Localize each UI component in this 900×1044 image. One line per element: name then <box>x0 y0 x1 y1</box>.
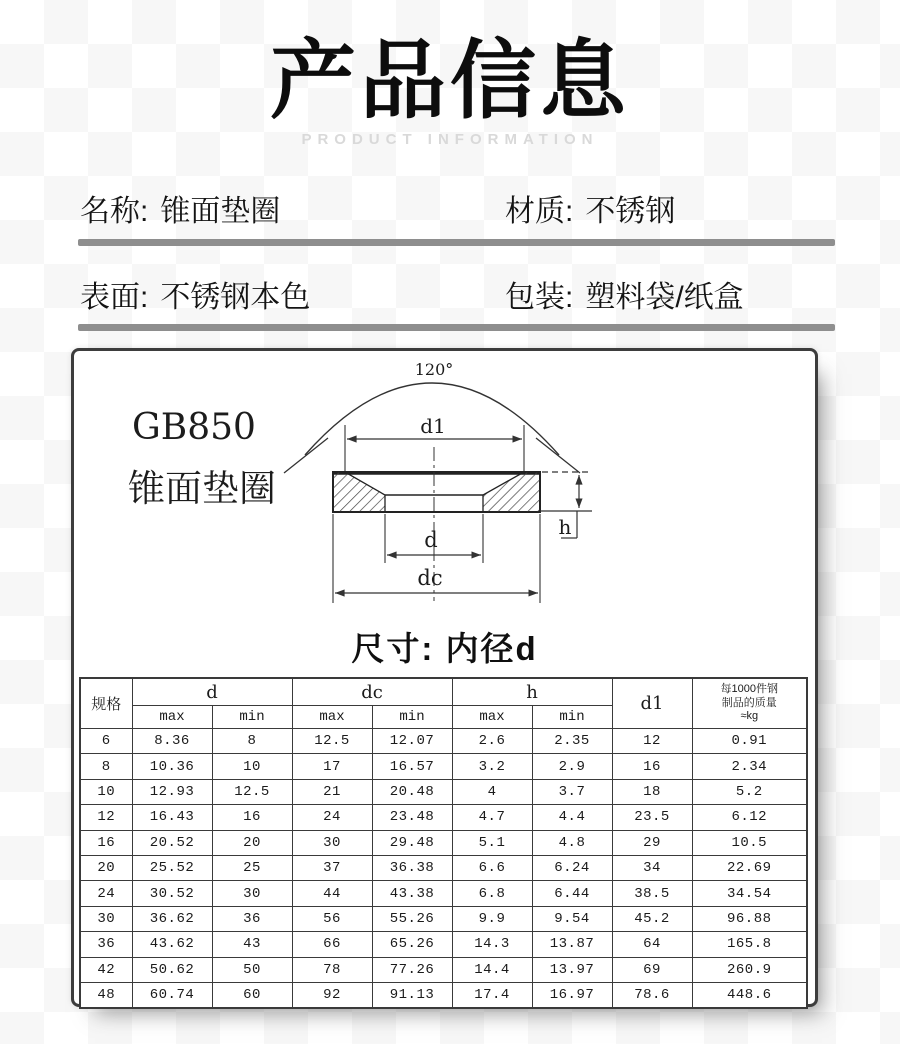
divider-line-1 <box>78 239 835 246</box>
table-cell: 16.43 <box>132 805 212 830</box>
table-cell: 78 <box>292 957 372 982</box>
table-cell: 24 <box>80 881 132 906</box>
col-header-d: d <box>132 678 292 706</box>
table-cell: 22.69 <box>692 855 807 880</box>
table-cell: 6.6 <box>452 855 532 880</box>
table-cell: 16 <box>80 830 132 855</box>
table-cell: 30.52 <box>132 881 212 906</box>
subheader-dc-min: min <box>372 706 452 729</box>
table-cell: 25.52 <box>132 855 212 880</box>
table-cell: 6.8 <box>452 881 532 906</box>
table-cell: 69 <box>612 957 692 982</box>
table-cell: 29 <box>612 830 692 855</box>
table-cell: 0.91 <box>692 729 807 754</box>
table-cell: 36.62 <box>132 906 212 931</box>
table-cell: 55.26 <box>372 906 452 931</box>
table-cell: 13.87 <box>532 932 612 957</box>
washer-diagram <box>74 351 815 621</box>
technical-panel <box>71 348 818 1007</box>
table-cell: 48 <box>80 982 132 1008</box>
spec-row-2 <box>0 272 900 312</box>
table-cell: 5.1 <box>452 830 532 855</box>
divider-line-2 <box>78 324 835 331</box>
table-cell: 9.9 <box>452 906 532 931</box>
table-cell: 36.38 <box>372 855 452 880</box>
table-row <box>80 881 807 906</box>
table-cell: 8 <box>212 729 292 754</box>
table-cell: 23.5 <box>612 805 692 830</box>
table-cell: 4 <box>452 779 532 804</box>
spec-material <box>505 186 675 230</box>
table-cell: 16.57 <box>372 754 452 779</box>
table-cell: 21 <box>292 779 372 804</box>
table-row <box>80 855 807 880</box>
table-cell: 60 <box>212 982 292 1008</box>
spec-name-value: 锥面垫圈 <box>160 195 281 228</box>
table-cell: 92 <box>292 982 372 1008</box>
spec-packaging <box>505 272 744 316</box>
table-cell: 50 <box>212 957 292 982</box>
table-cell: 45.2 <box>612 906 692 931</box>
table-cell: 44 <box>292 881 372 906</box>
table-cell: 43.38 <box>372 881 452 906</box>
page-title: 产品信息 <box>270 33 630 129</box>
table-cell: 12.93 <box>132 779 212 804</box>
table-cell: 12.5 <box>212 779 292 804</box>
table-cell: 2.6 <box>452 729 532 754</box>
table-cell: 9.54 <box>532 906 612 931</box>
table-cell: 77.26 <box>372 957 452 982</box>
table-cell: 43.62 <box>132 932 212 957</box>
table-cell: 12 <box>80 805 132 830</box>
d1-label: d1 <box>420 414 446 438</box>
subheader-h-max: max <box>452 706 532 729</box>
table-cell: 4.7 <box>452 805 532 830</box>
spec-material-value: 不锈钢 <box>585 195 676 228</box>
table-cell: 12 <box>612 729 692 754</box>
dimension-table-wrap <box>79 677 810 1009</box>
table-row <box>80 830 807 855</box>
col-header-d1: d1 <box>612 678 692 729</box>
standard-code: GB850 <box>132 407 256 448</box>
table-cell: 4.4 <box>532 805 612 830</box>
table-cell: 12.07 <box>372 729 452 754</box>
table-cell: 50.62 <box>132 957 212 982</box>
table-cell: 17.4 <box>452 982 532 1008</box>
subheader-dc-max: max <box>292 706 372 729</box>
table-cell: 24 <box>292 805 372 830</box>
table-cell: 10 <box>80 779 132 804</box>
angle-leg-right <box>536 438 580 473</box>
spec-material-label: 材质: <box>505 195 574 228</box>
angle-label: 120° <box>414 360 454 379</box>
table-cell: 14.4 <box>452 957 532 982</box>
table-cell: 20.52 <box>132 830 212 855</box>
table-cell: 17 <box>292 754 372 779</box>
table-cell: 42 <box>80 957 132 982</box>
table-cell: 14.3 <box>452 932 532 957</box>
table-cell: 36 <box>212 906 292 931</box>
table-cell: 20.48 <box>372 779 452 804</box>
table-row <box>80 906 807 931</box>
size-heading: 尺寸: 内径d <box>351 630 538 667</box>
table-cell: 2.34 <box>692 754 807 779</box>
spec-surface-value: 不锈钢本色 <box>160 281 311 314</box>
table-cell: 6.12 <box>692 805 807 830</box>
col-header-spec: 规格 <box>80 678 132 729</box>
table-cell: 34.54 <box>692 881 807 906</box>
table-cell: 20 <box>80 855 132 880</box>
subheader-d-max: max <box>132 706 212 729</box>
table-cell: 8 <box>80 754 132 779</box>
table-cell: 4.8 <box>532 830 612 855</box>
table-cell: 8.36 <box>132 729 212 754</box>
table-cell: 30 <box>80 906 132 931</box>
table-cell: 43 <box>212 932 292 957</box>
table-cell: 56 <box>292 906 372 931</box>
table-cell: 6.44 <box>532 881 612 906</box>
table-cell: 20 <box>212 830 292 855</box>
table-cell: 2.35 <box>532 729 612 754</box>
table-cell: 30 <box>292 830 372 855</box>
table-cell: 64 <box>612 932 692 957</box>
angle-leg-left <box>284 438 328 473</box>
table-cell: 16 <box>612 754 692 779</box>
table-cell: 66 <box>292 932 372 957</box>
table-cell: 12.5 <box>292 729 372 754</box>
table-cell: 16.97 <box>532 982 612 1008</box>
product-name: 锥面垫圈 <box>128 467 276 510</box>
table-cell: 16 <box>212 805 292 830</box>
table-cell: 38.5 <box>612 881 692 906</box>
spec-name-label: 名称: <box>80 195 149 228</box>
table-cell: 10.5 <box>692 830 807 855</box>
col-header-weight: 每1000件钢 制品的质量 ≈kg <box>692 678 807 729</box>
table-cell: 65.26 <box>372 932 452 957</box>
table-row <box>80 729 807 754</box>
table-row <box>80 779 807 804</box>
table-cell: 5.2 <box>692 779 807 804</box>
table-cell: 37 <box>292 855 372 880</box>
spec-name <box>80 186 280 230</box>
table-cell: 34 <box>612 855 692 880</box>
table-cell: 29.48 <box>372 830 452 855</box>
table-cell: 30 <box>212 881 292 906</box>
table-cell: 6 <box>80 729 132 754</box>
spec-surface <box>80 272 310 316</box>
table-cell: 96.88 <box>692 906 807 931</box>
table-cell: 23.48 <box>372 805 452 830</box>
table-cell: 60.74 <box>132 982 212 1008</box>
table-cell: 3.7 <box>532 779 612 804</box>
table-cell: 25 <box>212 855 292 880</box>
table-cell: 6.24 <box>532 855 612 880</box>
spec-packaging-value: 塑料袋/纸盒 <box>585 281 744 314</box>
h-label: h <box>558 515 572 539</box>
table-cell: 13.97 <box>532 957 612 982</box>
table-cell: 2.9 <box>532 754 612 779</box>
table-cell: 18 <box>612 779 692 804</box>
table-cell: 10.36 <box>132 754 212 779</box>
table-cell: 78.6 <box>612 982 692 1008</box>
spec-row-1 <box>0 186 900 226</box>
table-cell: 165.8 <box>692 932 807 957</box>
page-subtitle: PRODUCT INFORMATION <box>301 131 599 148</box>
subheader-h-min: min <box>532 706 612 729</box>
table-cell: 91.13 <box>372 982 452 1008</box>
d-label: d <box>424 528 438 552</box>
table-row <box>80 957 807 982</box>
table-cell: 448.6 <box>692 982 807 1008</box>
table-cell: 260.9 <box>692 957 807 982</box>
table-row <box>80 805 807 830</box>
table-row <box>80 982 807 1008</box>
table-row <box>80 932 807 957</box>
spec-surface-label: 表面: <box>80 281 149 314</box>
subheader-d-min: min <box>212 706 292 729</box>
col-header-h: h <box>452 678 612 706</box>
spec-packaging-label: 包装: <box>505 281 574 314</box>
table-cell: 10 <box>212 754 292 779</box>
col-header-dc: dc <box>292 678 452 706</box>
dimension-table <box>79 677 808 1009</box>
dc-label: dc <box>417 566 443 590</box>
table-cell: 3.2 <box>452 754 532 779</box>
table-row <box>80 754 807 779</box>
table-cell: 36 <box>80 932 132 957</box>
